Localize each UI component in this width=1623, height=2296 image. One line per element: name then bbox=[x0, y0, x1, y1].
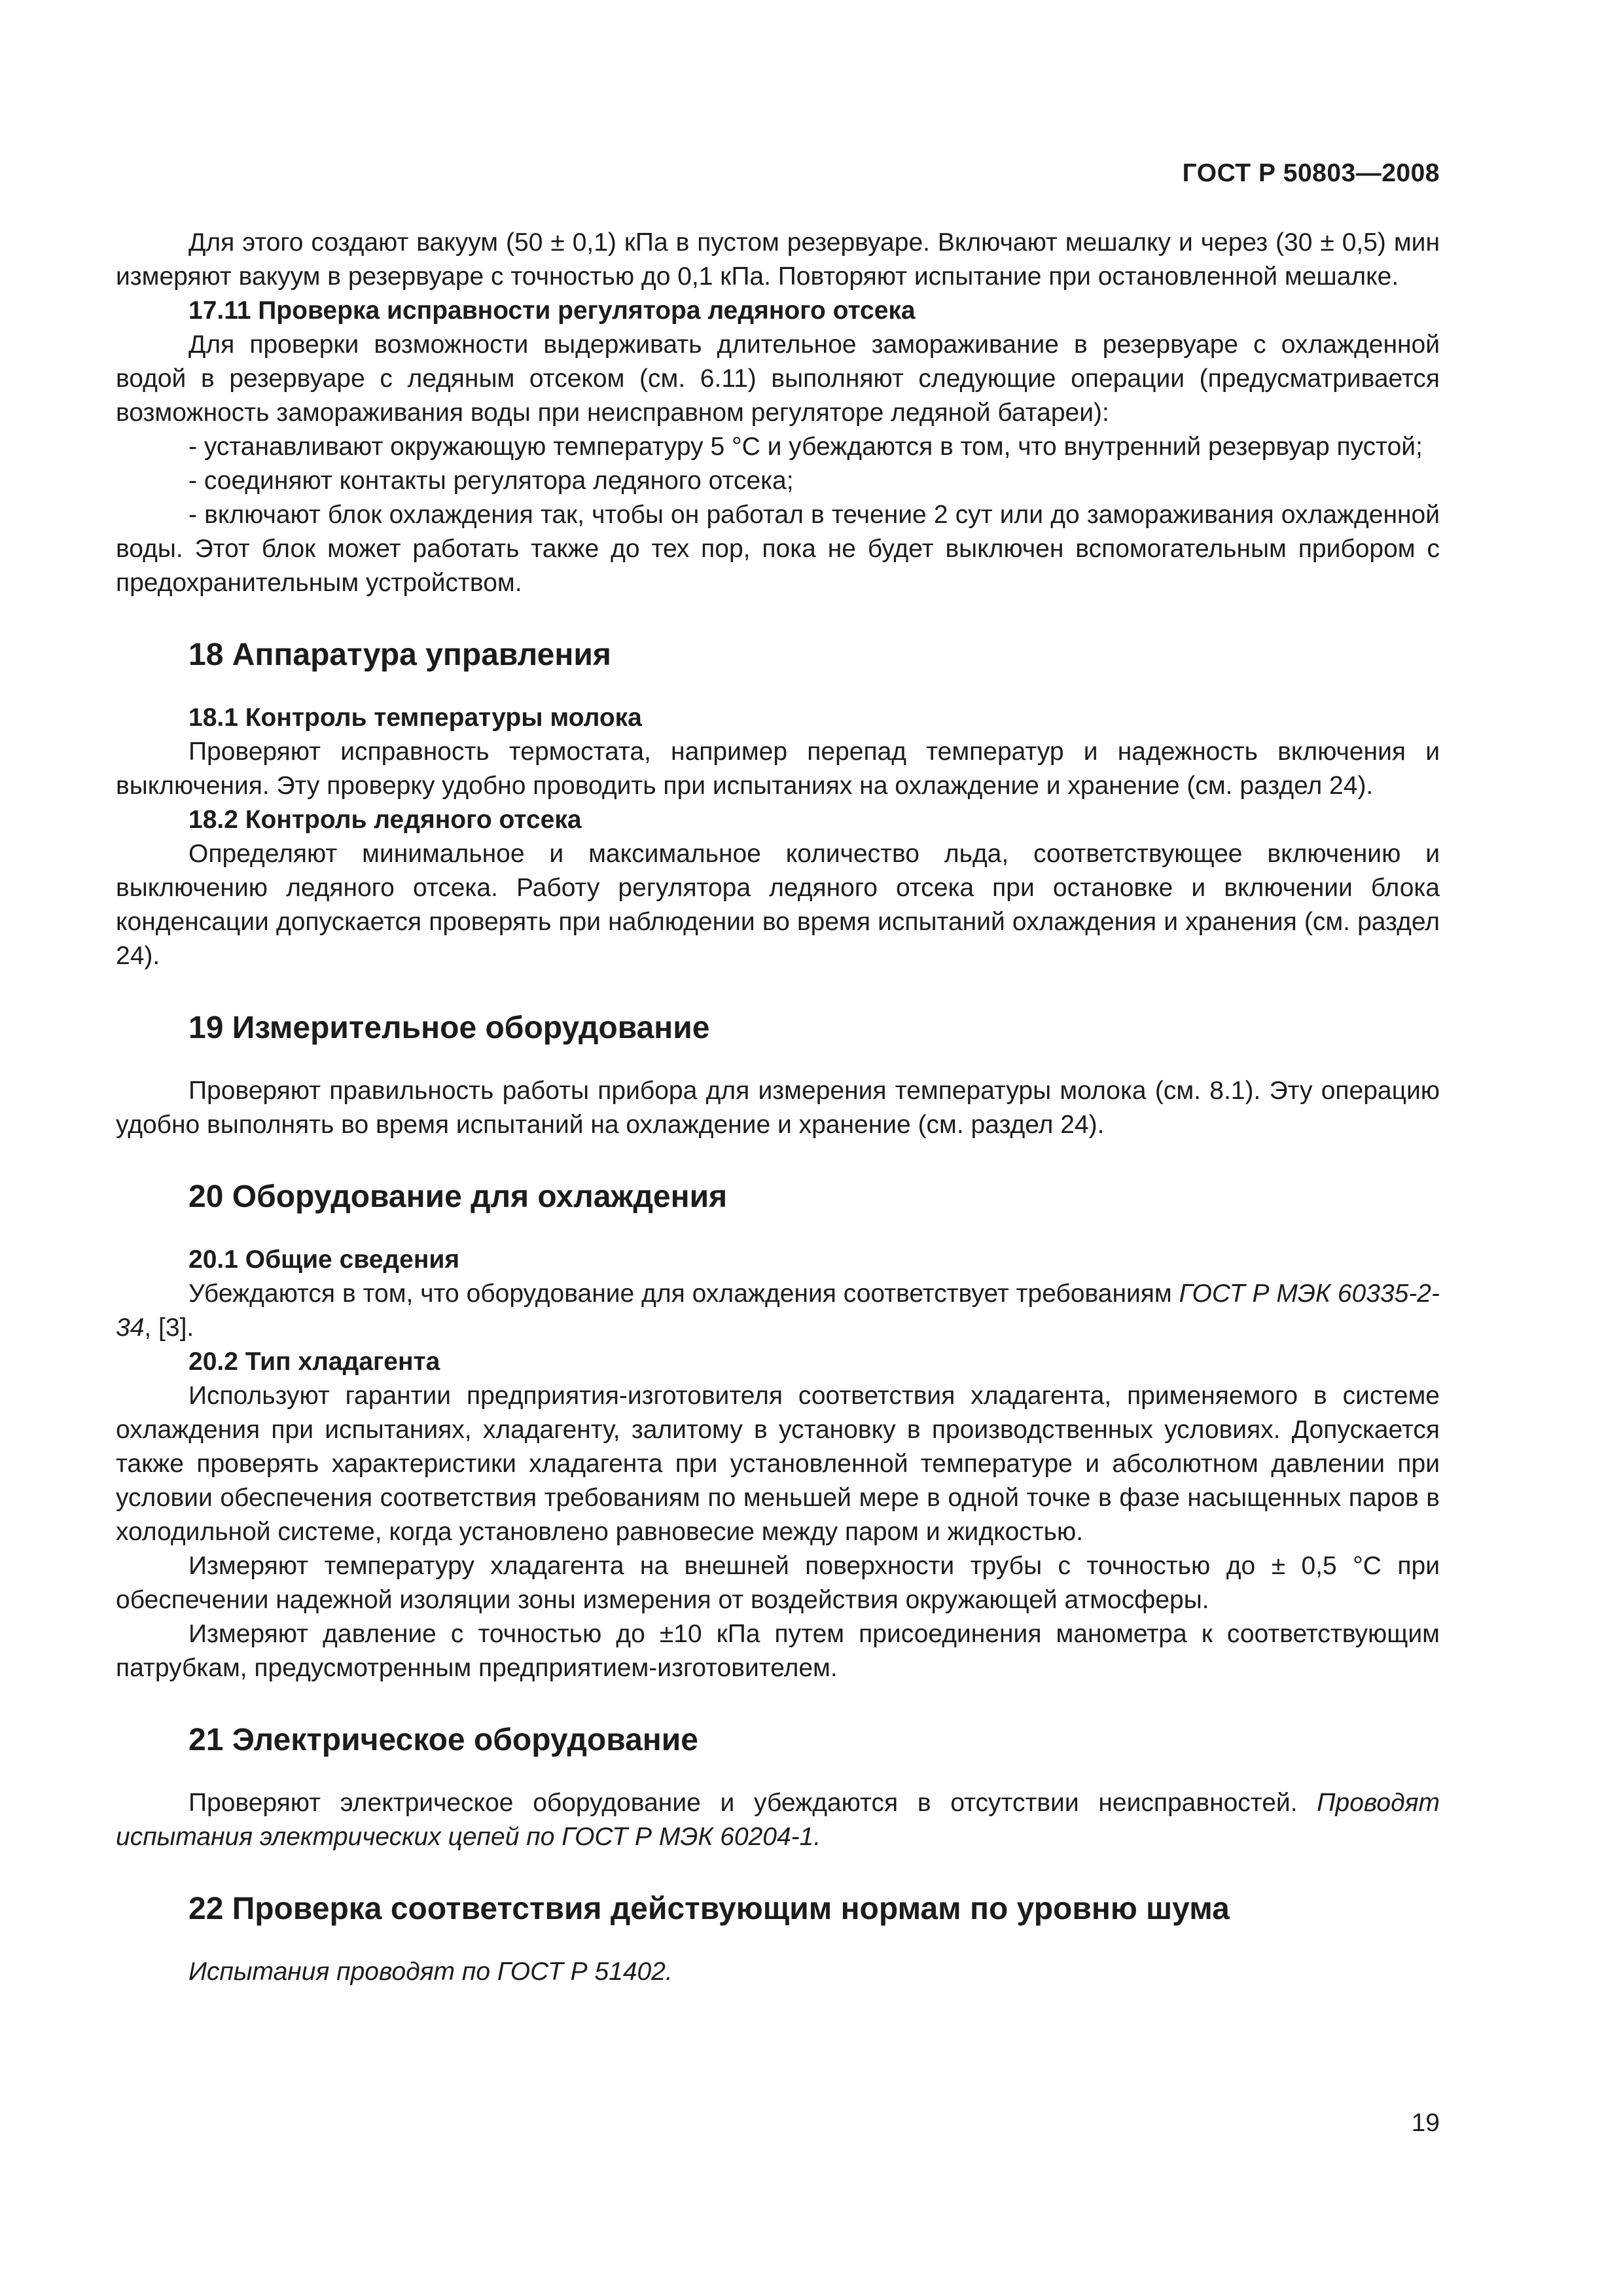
standard-reference: ГОСТ Р МЭК 60335-2-34 bbox=[116, 1280, 1440, 1342]
paragraph bbox=[116, 1277, 1440, 1345]
section-heading-21: 21 Электрическое оборудование bbox=[188, 1723, 698, 1757]
italic-text: Проводят испытания электрических цепей по ГОСТ Р МЭК 60204-1. bbox=[116, 1789, 1440, 1851]
list-item: - устанавливают окружающую температуру 5 °С и убеждаются в том, что внутренний резервуар пустой; bbox=[188, 433, 1423, 461]
section-heading-22: 22 Проверка соответствия действующим нормам по уровню шума bbox=[188, 1892, 1230, 1926]
subsection-heading-17-11: 17.11 Проверка исправности регулятора ледяного отсека bbox=[188, 296, 916, 325]
document-code: ГОСТ Р 50803—2008 bbox=[1182, 159, 1440, 187]
section-heading-20: 20 Оборудование для охлаждения bbox=[188, 1179, 728, 1214]
list-item: - включают блок охлаждения так, чтобы он работал в течение 2 сут или до замораживания охлажденной воды. Этот блок может работать также до тех пор, пока не будет выключен вспомогательным прибором с предохранительным устройством. bbox=[116, 501, 1440, 597]
section-heading-19: 19 Измерительное оборудование bbox=[188, 1011, 710, 1045]
page-number: 19 bbox=[1411, 2109, 1440, 2137]
paragraph-text: , [3]. bbox=[144, 1314, 194, 1342]
paragraph: Измеряют температуру хладагента на внешней поверхности трубы с точностью до ± 0,5 °С при обеспечении надежной изоляции зоны измерения от воздействия окружающей атмосферы. bbox=[116, 1552, 1440, 1614]
subsection-heading-18-1: 18.1 Контроль температуры молока bbox=[188, 704, 642, 732]
paragraph-text: Проверяют электрическое оборудование и убеждаются в отсутствии неисправностей. bbox=[188, 1789, 1317, 1817]
paragraph bbox=[116, 1786, 1440, 1854]
paragraph: Испытания проводят по ГОСТ Р 51402. bbox=[188, 1958, 673, 1986]
subsection-heading-20-1: 20.1 Общие сведения bbox=[188, 1246, 460, 1274]
list-item: - соединяют контакты регулятора ледяного отсека; bbox=[188, 467, 794, 495]
paragraph: Проверяют исправность термостата, например перепад температур и надежность включения и выключения. Эту проверку удобно проводить при испытаниях на охлаждение и хранение (см. раздел 24). bbox=[116, 738, 1440, 800]
subsection-heading-20-2: 20.2 Тип хладагента bbox=[188, 1348, 440, 1376]
section-heading-18: 18 Аппаратура управления bbox=[188, 637, 611, 672]
paragraph: Для этого создают вакуум (50 ± 0,1) кПа в пустом резервуаре. Включают мешалку и через (30 ± 0,5) мин измеряют вакуум в резервуаре с точностью до 0,1 кПа. Повторяют испытание при остановленной мешалке. bbox=[116, 228, 1440, 291]
paragraph: Для проверки возможности выдерживать длительное замораживание в резервуаре с охлажденной водой в резервуаре с ледяным отсеком (см. 6.11) выполняют следующие операции (предусматривается возможность замораживания воды при неисправном регуляторе ледяной батареи): bbox=[116, 331, 1440, 427]
paragraph: Проверяют правильность работы прибора для измерения температуры молока (см. 8.1). Эту операцию удобно выполнять во время испытаний на охлаждение и хранение (см. раздел 24). bbox=[116, 1077, 1440, 1139]
paragraph: Измеряют давление с точностью до ±10 кПа путем присоединения манометра к соответствующим патрубкам, предусмотренным предприятием-изготовителем. bbox=[116, 1620, 1440, 1682]
subsection-heading-18-2: 18.2 Контроль ледяного отсека bbox=[188, 806, 582, 834]
paragraph: Определяют минимальное и максимальное количество льда, соответствующее включению и выключению ледяного отсека. Работу регулятора ледяного отсека при остановке и включении блока конденсации допускается проверять при наблюдении во время испытаний охлаждения и хранения (см. раздел 24). bbox=[116, 840, 1440, 970]
paragraph: Используют гарантии предприятия-изготовителя соответствия хладагента, применяемого в системе охлаждения при испытаниях, хладагенту, залитому в установку в производственных условиях. Допускается также проверять характеристики хладагента при установленной температуре и абсолютном давлении при условии обеспечения соответствия требованиям по меньшей мере в одной точке в фазе насыщенных паров в холодильной системе, когда установлено равновесие между паром и жидкостью. bbox=[116, 1382, 1440, 1546]
page-body bbox=[116, 226, 1440, 1989]
paragraph-text: Убеждаются в том, что оборудование для охлаждения соответствует требованиям bbox=[188, 1280, 1179, 1308]
